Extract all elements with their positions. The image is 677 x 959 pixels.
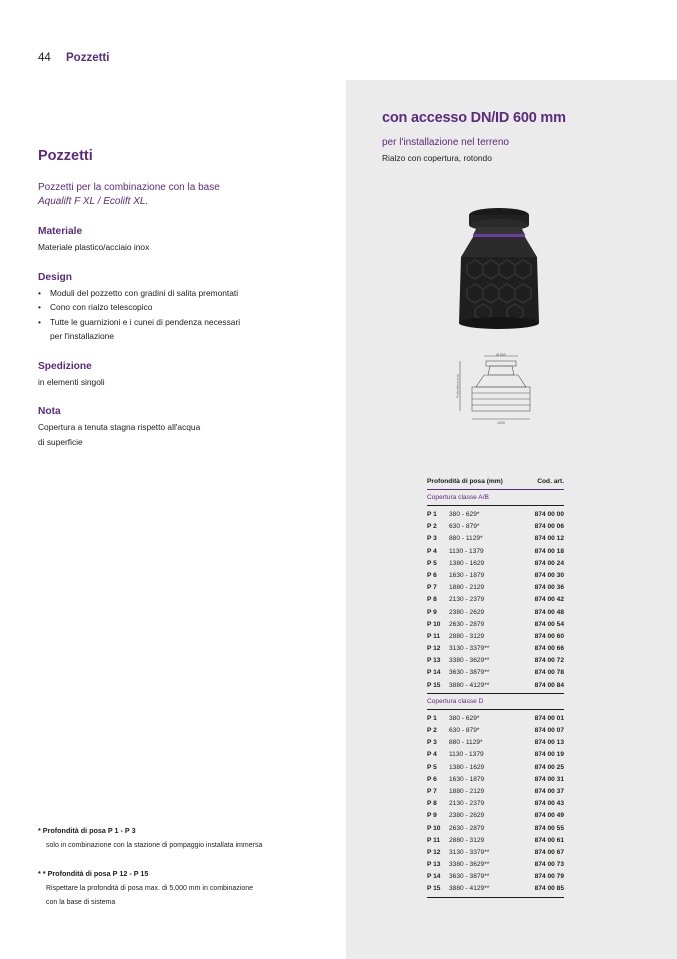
section-title: Pozzetti bbox=[66, 52, 110, 64]
table-row bbox=[427, 667, 564, 679]
article-code: 874 00 67 bbox=[534, 848, 564, 856]
design-heading: Design bbox=[38, 271, 72, 283]
technical-drawing bbox=[456, 353, 546, 425]
depth-range: 1880 - 2129 bbox=[449, 584, 485, 592]
depth-range: 3380 - 3629** bbox=[449, 861, 490, 869]
depth-range: 3630 - 3879** bbox=[449, 873, 490, 881]
article-code: 874 00 06 bbox=[534, 523, 564, 531]
design-list bbox=[38, 286, 328, 330]
design-section bbox=[38, 272, 328, 344]
page-title: Pozzetti bbox=[38, 148, 93, 164]
depth-class: P 14 bbox=[427, 873, 441, 881]
table-row bbox=[427, 607, 564, 619]
article-code: 874 00 36 bbox=[534, 584, 564, 592]
depth-range: 1380 - 1629 bbox=[449, 559, 485, 567]
article-code: 874 00 66 bbox=[534, 645, 564, 653]
footnote-2-title: * * Profondità di posa P 12 - P 15 bbox=[38, 869, 149, 878]
depth-range: 3880 - 4129** bbox=[449, 681, 490, 689]
depth-class: P 1 bbox=[427, 511, 437, 518]
design-item-continuation: per l'installazione bbox=[50, 331, 114, 341]
depth-range: 2630 - 2879 bbox=[449, 824, 485, 832]
depth-range: 2380 - 2629 bbox=[449, 608, 485, 616]
depth-class: P 3 bbox=[427, 535, 437, 543]
table-separator bbox=[427, 897, 564, 898]
article-code: 874 00 49 bbox=[534, 812, 564, 820]
table-row bbox=[427, 509, 564, 521]
depth-class: P 6 bbox=[427, 775, 437, 783]
depth-range: 2130 - 2379 bbox=[449, 596, 485, 604]
table-row bbox=[427, 810, 564, 822]
article-code: 874 00 30 bbox=[534, 571, 564, 579]
depth-range: 380 - 629* bbox=[449, 511, 480, 518]
depth-class: P 14 bbox=[427, 669, 441, 677]
footnote-1 bbox=[38, 824, 298, 853]
article-code: 874 00 24 bbox=[534, 559, 564, 567]
table-row bbox=[427, 570, 564, 582]
intro-line-2: Aqualift F XL / Ecolift XL. bbox=[38, 196, 149, 207]
article-code: 874 00 78 bbox=[534, 669, 564, 677]
material-section bbox=[38, 226, 328, 255]
table-group-heading: Copertura classe A/B bbox=[427, 490, 564, 506]
shipping-heading: Spedizione bbox=[38, 360, 92, 372]
depth-class: P 8 bbox=[427, 596, 437, 604]
table-group-heading: Copertura classe D bbox=[427, 694, 564, 710]
depth-class: P 1 bbox=[427, 714, 437, 722]
article-code: 874 00 18 bbox=[534, 547, 564, 555]
article-code: 874 00 85 bbox=[534, 885, 564, 893]
table-row bbox=[427, 619, 564, 631]
page-number: 44 bbox=[38, 52, 51, 64]
depth-class: P 4 bbox=[427, 547, 437, 555]
article-code: 874 00 00 bbox=[534, 511, 564, 518]
depth-class: P 7 bbox=[427, 787, 437, 795]
shipping-section bbox=[38, 361, 328, 390]
table-row bbox=[427, 533, 564, 545]
article-code: 874 00 42 bbox=[534, 596, 564, 604]
table-row bbox=[427, 558, 564, 570]
depth-class: P 9 bbox=[427, 812, 437, 820]
article-code: 874 00 43 bbox=[534, 800, 564, 808]
dim-side: Profondità di posa bbox=[455, 373, 460, 398]
article-code: 874 00 25 bbox=[534, 763, 564, 771]
material-heading: Materiale bbox=[38, 226, 83, 237]
intro-text bbox=[38, 181, 328, 209]
footnote-2-line-1: Rispettare la profondità di posa max. di 5.000 mm in combinazione bbox=[46, 884, 253, 892]
footnote-2 bbox=[38, 867, 298, 911]
table-row bbox=[427, 521, 564, 533]
article-code: 874 00 19 bbox=[534, 751, 564, 759]
table-row bbox=[427, 749, 564, 761]
depth-class: P 13 bbox=[427, 657, 441, 665]
article-code: 874 00 79 bbox=[534, 873, 564, 881]
depth-code-table bbox=[427, 478, 564, 898]
article-code: 874 00 73 bbox=[534, 861, 564, 869]
depth-class: P 5 bbox=[427, 559, 437, 567]
product-title: con accesso DN/ID 600 mm bbox=[382, 110, 566, 126]
depth-range: 2130 - 2379 bbox=[449, 800, 485, 808]
depth-class: P 11 bbox=[427, 632, 441, 640]
note-line-2: di superficie bbox=[38, 436, 83, 447]
depth-class: P 3 bbox=[427, 739, 437, 747]
product-subtitle-2: Rialzo con copertura, rotondo bbox=[382, 153, 492, 163]
table-row bbox=[427, 725, 564, 737]
depth-class: P 2 bbox=[427, 523, 437, 531]
table-row bbox=[427, 594, 564, 606]
depth-range: 3130 - 3379** bbox=[449, 848, 490, 856]
depth-class: P 7 bbox=[427, 584, 437, 592]
page-header bbox=[38, 52, 109, 64]
depth-range: 3880 - 4129** bbox=[449, 885, 490, 893]
table-row bbox=[427, 762, 564, 774]
article-code: 874 00 72 bbox=[534, 657, 564, 665]
product-panel bbox=[346, 80, 677, 959]
design-item: • Tutte le guarnizioni e i cunei di pendenza necessari bbox=[38, 315, 328, 330]
article-code: 874 00 01 bbox=[534, 714, 564, 722]
design-item: • Moduli del pozzetto con gradini di salita premontati bbox=[38, 286, 328, 301]
depth-class: P 15 bbox=[427, 681, 441, 689]
article-code: 874 00 07 bbox=[534, 727, 564, 734]
footnote-1-text: solo in combinazione con la stazione di pompaggio installata immersa bbox=[46, 841, 263, 849]
table-header bbox=[427, 478, 564, 490]
depth-class: P 12 bbox=[427, 645, 441, 653]
depth-range: 630 - 879* bbox=[449, 523, 480, 531]
depth-class: P 6 bbox=[427, 571, 437, 579]
depth-range: 1630 - 1879 bbox=[449, 775, 485, 783]
left-column bbox=[38, 148, 328, 449]
table-row bbox=[427, 774, 564, 786]
table-row bbox=[427, 871, 564, 883]
depth-class: P 8 bbox=[427, 800, 437, 808]
depth-range: 880 - 1129* bbox=[449, 535, 483, 543]
table-row bbox=[427, 835, 564, 847]
table-row bbox=[427, 798, 564, 810]
depth-range: 3380 - 3629** bbox=[449, 657, 490, 665]
dim-bottom: 1200 bbox=[497, 421, 505, 425]
table-row bbox=[427, 655, 564, 667]
header-depth: Profondità di posa (mm) bbox=[427, 478, 503, 485]
table-row bbox=[427, 859, 564, 871]
table-row bbox=[427, 823, 564, 835]
table-row bbox=[427, 713, 564, 725]
article-code: 874 00 48 bbox=[534, 608, 564, 616]
note-line-1: Copertura a tenuta stagna rispetto all'acqua bbox=[38, 422, 201, 432]
depth-class: P 2 bbox=[427, 727, 437, 734]
article-code: 874 00 12 bbox=[534, 535, 564, 543]
shipping-text: in elementi singoli bbox=[38, 376, 105, 387]
table-row bbox=[427, 546, 564, 558]
depth-class: P 5 bbox=[427, 763, 437, 771]
depth-range: 1130 - 1379 bbox=[449, 751, 484, 759]
depth-range: 2380 - 2629 bbox=[449, 812, 485, 820]
article-code: 874 00 61 bbox=[534, 836, 564, 844]
table-row bbox=[427, 631, 564, 643]
depth-range: 3130 - 3379** bbox=[449, 645, 490, 653]
depth-class: P 10 bbox=[427, 620, 441, 628]
depth-class: P 12 bbox=[427, 848, 441, 856]
depth-range: 1630 - 1879 bbox=[449, 571, 485, 579]
note-heading: Nota bbox=[38, 406, 61, 417]
header-code: Cod. art. bbox=[537, 478, 564, 485]
depth-class: P 10 bbox=[427, 824, 441, 832]
footnote-2-line-2: con la base di sistema bbox=[46, 899, 116, 906]
table-row bbox=[427, 582, 564, 594]
article-code: 874 00 54 bbox=[534, 620, 564, 628]
depth-class: P 13 bbox=[427, 861, 441, 869]
article-code: 874 00 31 bbox=[534, 775, 564, 783]
depth-class: P 4 bbox=[427, 751, 437, 759]
article-code: 874 00 60 bbox=[534, 632, 564, 640]
depth-range: 3630 - 3879** bbox=[449, 669, 490, 677]
depth-range: 880 - 1129* bbox=[449, 739, 483, 747]
table-row bbox=[427, 883, 564, 895]
depth-range: 2880 - 3129 bbox=[449, 836, 485, 844]
article-code: 874 00 37 bbox=[534, 787, 564, 795]
table-row bbox=[427, 680, 564, 692]
shaft-product-image bbox=[449, 205, 549, 340]
design-item: • Cono con rialzo telescopico bbox=[38, 300, 328, 315]
product-subtitle: per l'installazione nel terreno bbox=[382, 137, 509, 148]
article-code: 874 00 13 bbox=[534, 739, 564, 747]
note-section bbox=[38, 406, 328, 449]
depth-class: P 15 bbox=[427, 885, 441, 893]
depth-class: P 9 bbox=[427, 608, 437, 616]
table-groups bbox=[427, 490, 564, 898]
table-row bbox=[427, 643, 564, 655]
material-text: Materiale plastico/acciaio inox bbox=[38, 242, 150, 252]
table-row bbox=[427, 847, 564, 859]
depth-range: 1380 - 1629 bbox=[449, 763, 485, 771]
depth-class: P 11 bbox=[427, 836, 441, 844]
depth-range: 1880 - 2129 bbox=[449, 787, 485, 795]
depth-range: 2880 - 3129 bbox=[449, 632, 485, 640]
depth-range: 380 - 629* bbox=[449, 714, 480, 722]
intro-line-1: Pozzetti per la combinazione con la base bbox=[38, 182, 220, 193]
dim-top: Ø 800 bbox=[496, 353, 506, 357]
depth-range: 1130 - 1379 bbox=[449, 547, 484, 555]
footnote-1-title: * Profondità di posa P 1 - P 3 bbox=[38, 826, 136, 835]
article-code: 874 00 55 bbox=[534, 824, 564, 832]
table-row bbox=[427, 737, 564, 749]
depth-range: 2630 - 2879 bbox=[449, 620, 485, 628]
depth-range: 630 - 879* bbox=[449, 727, 480, 734]
table-row bbox=[427, 786, 564, 798]
article-code: 874 00 84 bbox=[534, 681, 564, 689]
